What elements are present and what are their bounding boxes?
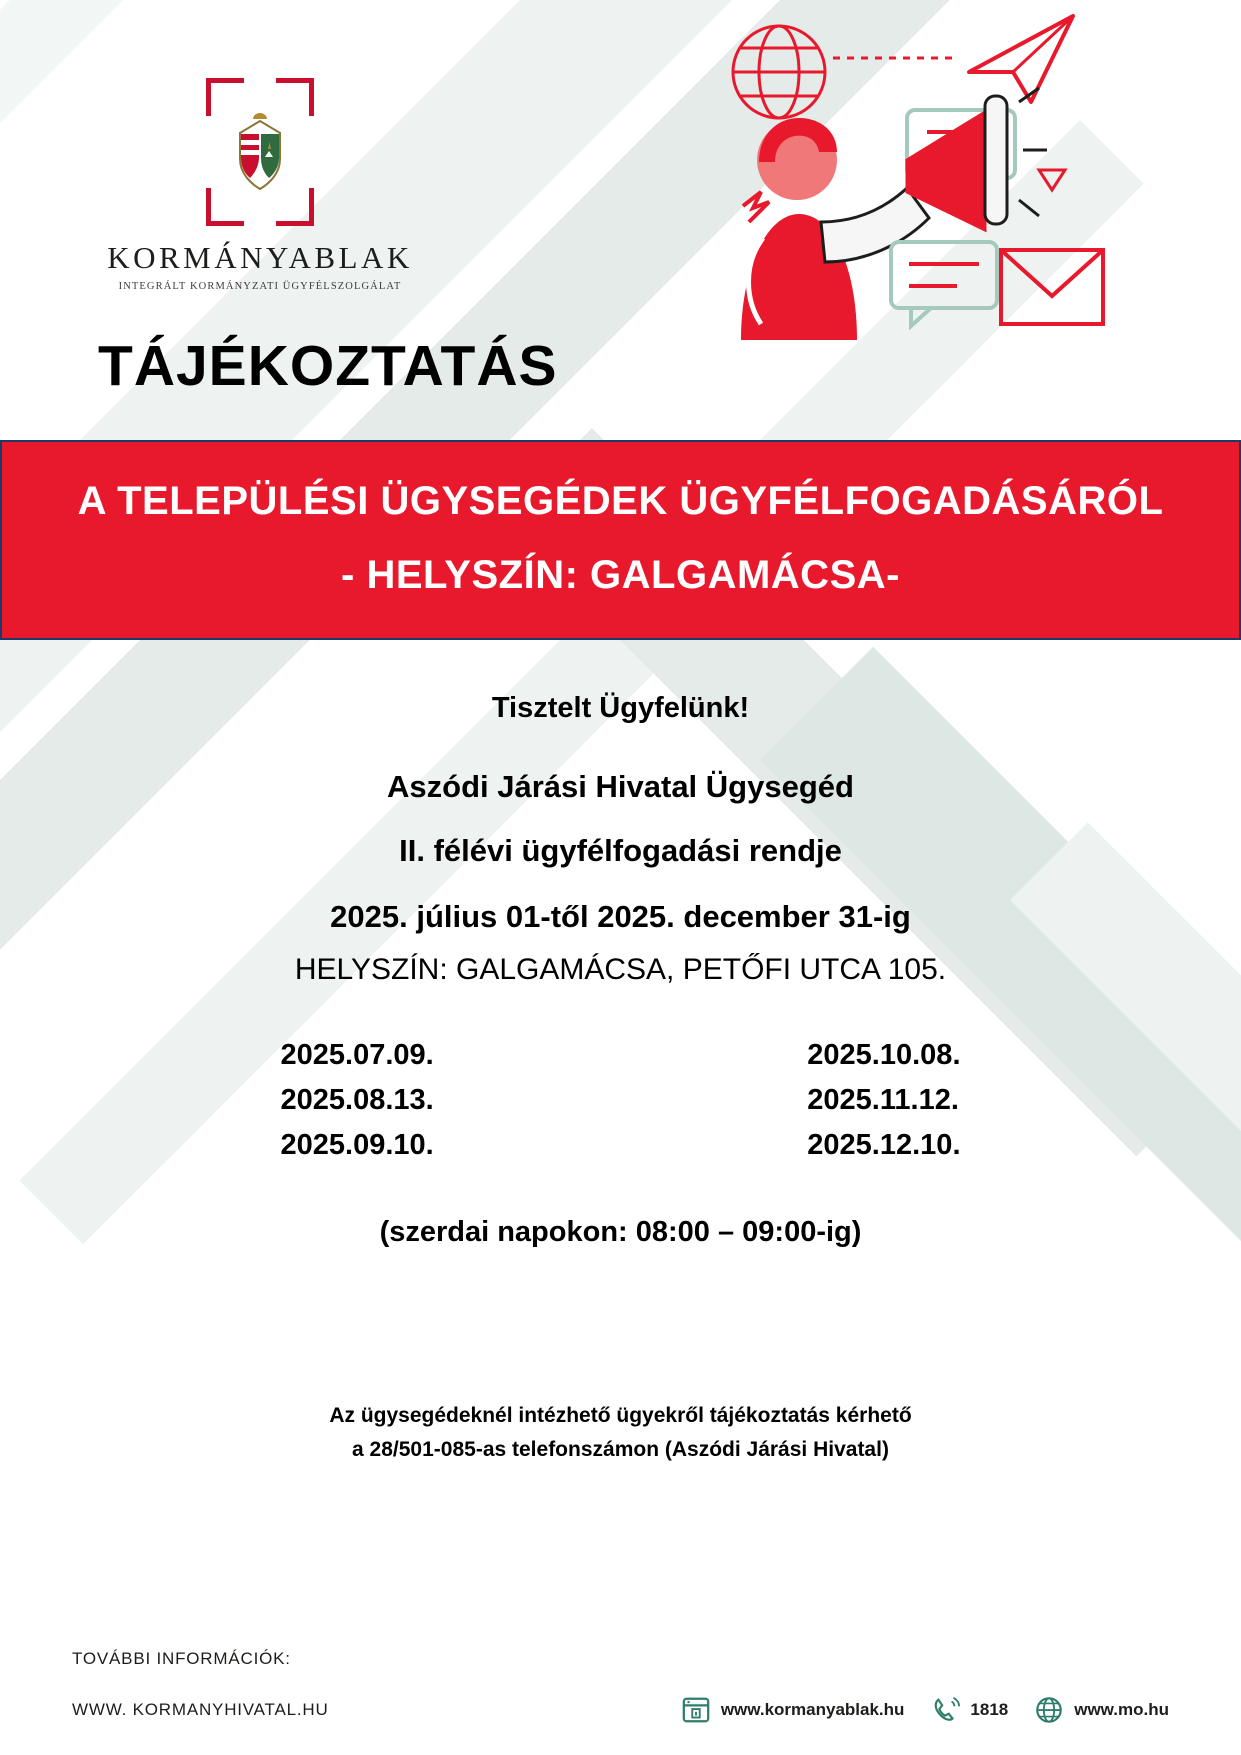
- list-item: 2025.07.09.: [280, 1039, 434, 1072]
- contact-info-line-2: a 28/501-085-as telefonszámon (Aszódi Járási Hivatal): [352, 1437, 889, 1461]
- location-text: HELYSZÍN: GALGAMÁCSA, PETŐFI UTCA 105.: [294, 953, 947, 987]
- list-item: 2025.12.10.: [807, 1129, 961, 1162]
- footer-link-label: 1818: [970, 1700, 1009, 1719]
- poster-footer: [0, 1649, 1241, 1725]
- kormanyablak-logo: [100, 78, 420, 292]
- person-with-megaphone-illustration: [701, 10, 1121, 410]
- opening-hours: (szerdai napokon: 08:00 – 09:00-ig): [379, 1216, 862, 1248]
- title-banner: [0, 440, 1241, 640]
- banner-line-1: A TELEPÜLÉSI ÜGYSEGÉDEK ÜGYFÉLFOGADÁSÁRÓL: [77, 479, 1164, 523]
- poster-body: [0, 640, 1241, 1466]
- contact-info-line-1: Az ügysegédeknél intézhető ügyekről tájékoztatás kérhető: [329, 1404, 912, 1427]
- contact-info: [0, 1399, 1241, 1466]
- list-item: 2025.08.13.: [280, 1084, 434, 1117]
- banner-line-2: - HELYSZÍN: GALGAMÁCSA-: [341, 553, 900, 598]
- more-info-label: TOVÁBBI INFORMÁCIÓK:: [72, 1649, 291, 1668]
- schedule-title: II. félévi ügyfélfogadási rendje: [399, 833, 842, 869]
- footer-link-label: www.mo.hu: [1074, 1700, 1169, 1719]
- footer-links: [681, 1695, 1169, 1725]
- hungary-crest-svg: [232, 111, 288, 193]
- dates-column-left: [281, 1033, 434, 1168]
- footer-link-kormanyablak[interactable]: [681, 1695, 905, 1725]
- footer-site-url: WWW. KORMANYHIVATAL.HU: [72, 1700, 329, 1719]
- list-item: 2025.10.08.: [807, 1039, 961, 1072]
- footer-link-phone[interactable]: [930, 1695, 1008, 1725]
- office-name: Aszódi Járási Hivatal Ügysegéd: [387, 769, 854, 805]
- window-info-icon: [681, 1695, 711, 1725]
- logo-subtitle: INTEGRÁLT KORMÁNYZATI ÜGYFÉLSZOLGÁLAT: [118, 281, 402, 292]
- phone-icon: [930, 1695, 960, 1725]
- globe-icon: [1034, 1695, 1064, 1725]
- page-title: TÁJÉKOZTATÁS: [98, 334, 558, 398]
- poster-header: [0, 0, 1241, 440]
- logo-name: KORMÁNYABLAK: [107, 240, 413, 275]
- coat-of-arms-icon: [206, 78, 314, 226]
- greeting-text: Tisztelt Ügyfelünk!: [491, 692, 750, 725]
- dates-table: [281, 1033, 961, 1168]
- dates-column-right: [807, 1033, 960, 1168]
- list-item: 2025.09.10.: [280, 1129, 434, 1162]
- list-item: 2025.11.12.: [807, 1084, 959, 1117]
- footer-link-label: www.kormanyablak.hu: [720, 1700, 905, 1719]
- schedule-period: 2025. július 01-től 2025. december 31-ig: [330, 899, 911, 935]
- footer-link-mohu[interactable]: [1034, 1695, 1169, 1725]
